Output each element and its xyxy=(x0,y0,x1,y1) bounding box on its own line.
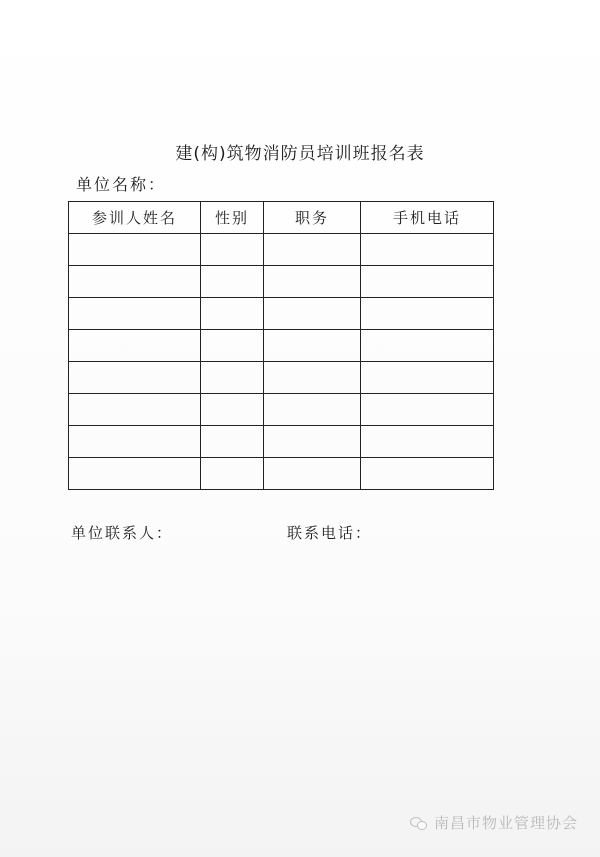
registration-table xyxy=(68,201,494,490)
table-cell xyxy=(361,362,494,394)
table-cell xyxy=(201,362,264,394)
table-cell xyxy=(264,426,361,458)
table-cell xyxy=(201,234,264,266)
table-row xyxy=(69,298,494,330)
table-row xyxy=(69,458,494,490)
table-cell xyxy=(69,234,201,266)
header-trainee-name: 参训人姓名 xyxy=(69,202,201,234)
table-cell xyxy=(201,298,264,330)
table-row xyxy=(69,394,494,426)
header-gender: 性别 xyxy=(201,202,264,234)
table-cell xyxy=(201,458,264,490)
table-cell xyxy=(69,298,201,330)
table-cell xyxy=(69,330,201,362)
table-cell xyxy=(264,330,361,362)
header-mobile-phone: 手机电话 xyxy=(361,202,494,234)
table-cell xyxy=(264,362,361,394)
table-cell xyxy=(361,330,494,362)
header-position: 职务 xyxy=(264,202,361,234)
wechat-icon xyxy=(410,816,428,830)
table-row xyxy=(69,426,494,458)
table-cell xyxy=(69,458,201,490)
table-cell xyxy=(201,330,264,362)
table-row xyxy=(69,330,494,362)
watermark-text: 南昌市物业管理协会 xyxy=(433,814,578,832)
table-cell xyxy=(264,266,361,298)
table-cell xyxy=(361,266,494,298)
table-cell xyxy=(264,394,361,426)
table-cell xyxy=(264,298,361,330)
table-cell xyxy=(264,458,361,490)
table-cell xyxy=(69,426,201,458)
table-cell xyxy=(361,234,494,266)
table-row xyxy=(69,362,494,394)
table-row xyxy=(69,234,494,266)
watermark xyxy=(410,812,578,833)
form-title: 建(构)筑物消防员培训班报名表 xyxy=(175,144,425,164)
table-cell xyxy=(201,426,264,458)
table-cell xyxy=(264,234,361,266)
table-cell xyxy=(361,426,494,458)
table-cell xyxy=(201,266,264,298)
table-header-row xyxy=(69,202,494,234)
table-row xyxy=(69,266,494,298)
table-cell xyxy=(69,362,201,394)
table-cell xyxy=(69,394,201,426)
table-cell xyxy=(361,394,494,426)
table-cell xyxy=(69,266,201,298)
table-cell xyxy=(361,298,494,330)
contact-person-label: 单位联系人： xyxy=(71,524,174,542)
table-cell xyxy=(201,394,264,426)
table-body xyxy=(69,234,494,490)
table-cell xyxy=(361,458,494,490)
contact-phone-label: 联系电话： xyxy=(287,524,373,542)
unit-name-label: 单位名称： xyxy=(76,175,167,194)
